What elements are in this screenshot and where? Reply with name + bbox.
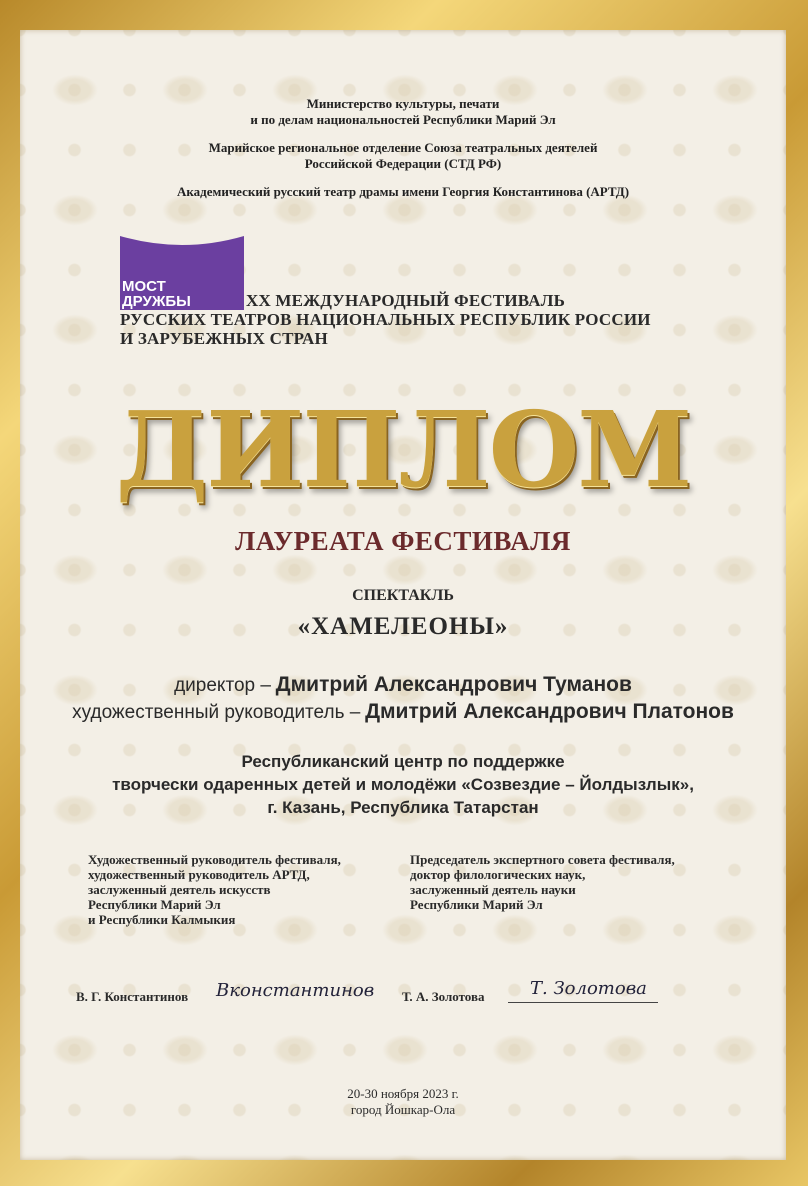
left-title-line-2: художественный руководитель АРТД, [88,867,310,882]
diploma-paper [20,30,786,1160]
left-signature: Вконстантинов [216,980,375,1001]
festival-line-1: XX МЕЖДУНАРОДНЫЙ ФЕСТИВАЛЬ [246,291,566,310]
festival-line-3: И ЗАРУБЕЖНЫХ СТРАН [120,329,328,348]
right-title-line-2: доктор филологических наук, [410,867,586,882]
director-name: Дмитрий Александрович Туманов [275,673,632,696]
left-title-line-3: заслуженный деятель искусств [88,882,271,897]
organization-line-3: г. Казань, Республика Татарстан [267,798,539,817]
right-title-line-3: заслуженный деятель науки [410,882,576,897]
footer-dates: 20-30 ноября 2023 г. [347,1086,459,1101]
art-director-line [20,700,786,724]
header-line-4: Российской Федерации (СТД РФ) [304,156,502,171]
right-title-line-4: Республики Марий Эл [410,897,543,912]
left-title-line-4: Республики Марий Эл [88,897,221,912]
footer [20,1086,786,1118]
organization-line-2: творчески одаренных детей и молодёжи «Созвездие – Йолдызлык», [112,775,694,794]
right-title-line-1: Председатель экспертного совета фестиваля, [410,852,675,867]
header-ministry [20,96,786,128]
organization-line-1: Республиканский центр по поддержке [241,752,565,771]
art-director-role: художественный руководитель – [72,702,361,723]
performance-label: СПЕКТАКЛЬ [352,587,454,604]
header-line-5: Академический русский театр драмы имени Георгия Константинова (АРТД) [176,184,630,199]
signature-line [508,1002,658,1003]
director-line [20,673,786,697]
performance-title: «ХАМЕЛЕОНЫ» [297,613,509,640]
footer-city: город Йошкар-Ола [350,1102,456,1117]
art-director-name: Дмитрий Александрович Платонов [365,700,734,723]
laureate-subtitle: ЛАУРЕАТА ФЕСТИВАЛЯ [235,526,571,556]
director-role: директор – [174,675,271,696]
right-signature: Т. Золотова [530,978,647,999]
most-druzhby-logo [120,236,244,310]
header-std [20,140,786,172]
festival-line-2: РУССКИХ ТЕАТРОВ НАЦИОНАЛЬНЫХ РЕСПУБЛИК РОССИИ [120,310,651,329]
left-signatory-name: В. Г. Константинов [76,989,189,1004]
diploma-title: ДИПЛОМ [115,388,691,511]
logo-word-2: ДРУЖБЫ [122,293,191,310]
organization [20,750,786,819]
header-theatre [20,184,786,200]
left-title-line-5: и Республики Калмыкия [88,912,236,927]
header-line-3: Марийское региональное отделение Союза театральных деятелей [208,140,598,155]
left-title-line-1: Художественный руководитель фестиваля, [88,852,341,867]
right-signatory-title [410,852,760,912]
logo-word-1: МОСТ [122,278,166,295]
header-line-2: и по делам национальностей Республики Марий Эл [250,112,556,127]
header-line-1: Министерство культуры, печати [306,96,500,111]
right-signatory-name: Т. А. Золотова [402,989,485,1004]
left-signatory-title [88,852,418,927]
